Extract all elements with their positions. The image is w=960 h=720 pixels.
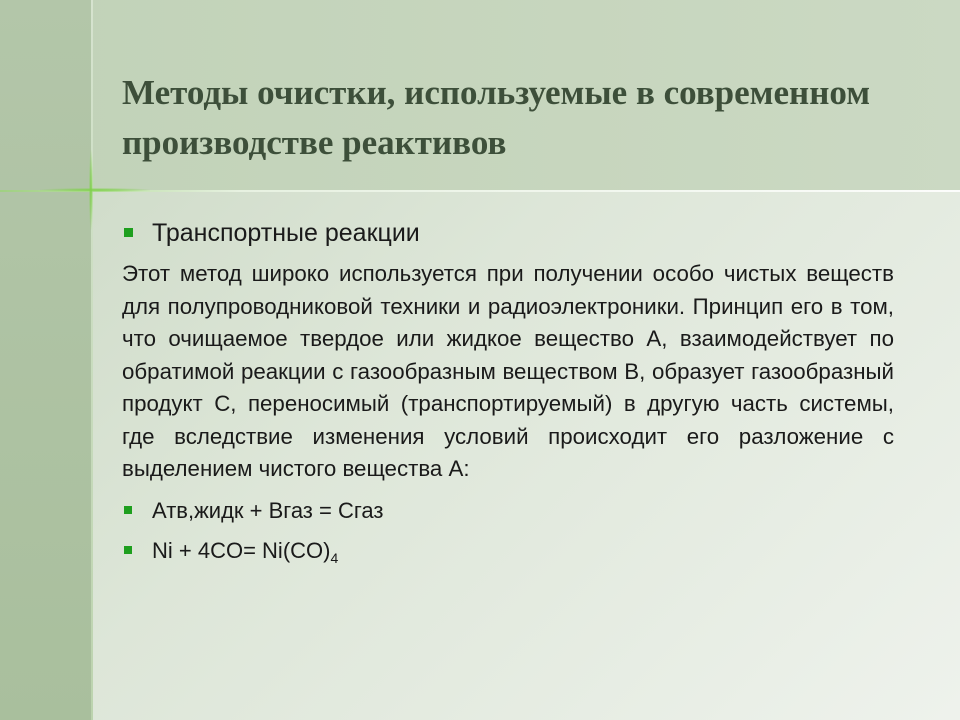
sparkle-horizontal-glow	[40, 188, 150, 192]
equation-2-text: Ni + 4CO= Ni(CO)	[152, 537, 331, 563]
main-bullet-item	[122, 216, 894, 250]
square-bullet-icon	[124, 228, 133, 237]
sparkle-vertical-glow	[89, 150, 93, 230]
main-bullet-text: Транспортные реакции	[152, 219, 420, 247]
equation-item-2	[122, 536, 894, 568]
equation-1-text: Атв,жидк + Вгаз = Сгаз	[152, 497, 384, 523]
slide-title: Методы очистки, используемые в современном производстве реактивов	[122, 73, 871, 162]
left-decorative-strip	[0, 0, 92, 720]
description-paragraph: Этот метод широко используется при получении особо чистых веществ для полупроводниковой техники и радиоэлектроники. Принцип его в том, что очищаемое твердое или жидкое вещество А, взаимодействует по обратимой реакции с газообразным веществом В, образует газообразный продукт С, переносимый (транспортируемый) в другую часть системы, где вследствие изменения условий происходит его разложение с выделением чистого вещества А:	[122, 261, 894, 481]
equation-2-subscript: 4	[330, 549, 339, 566]
vertical-divider-line	[91, 0, 93, 720]
square-bullet-icon	[124, 506, 132, 514]
square-bullet-icon	[124, 546, 132, 554]
equation-item-1	[122, 496, 894, 526]
slide-content	[122, 216, 894, 568]
